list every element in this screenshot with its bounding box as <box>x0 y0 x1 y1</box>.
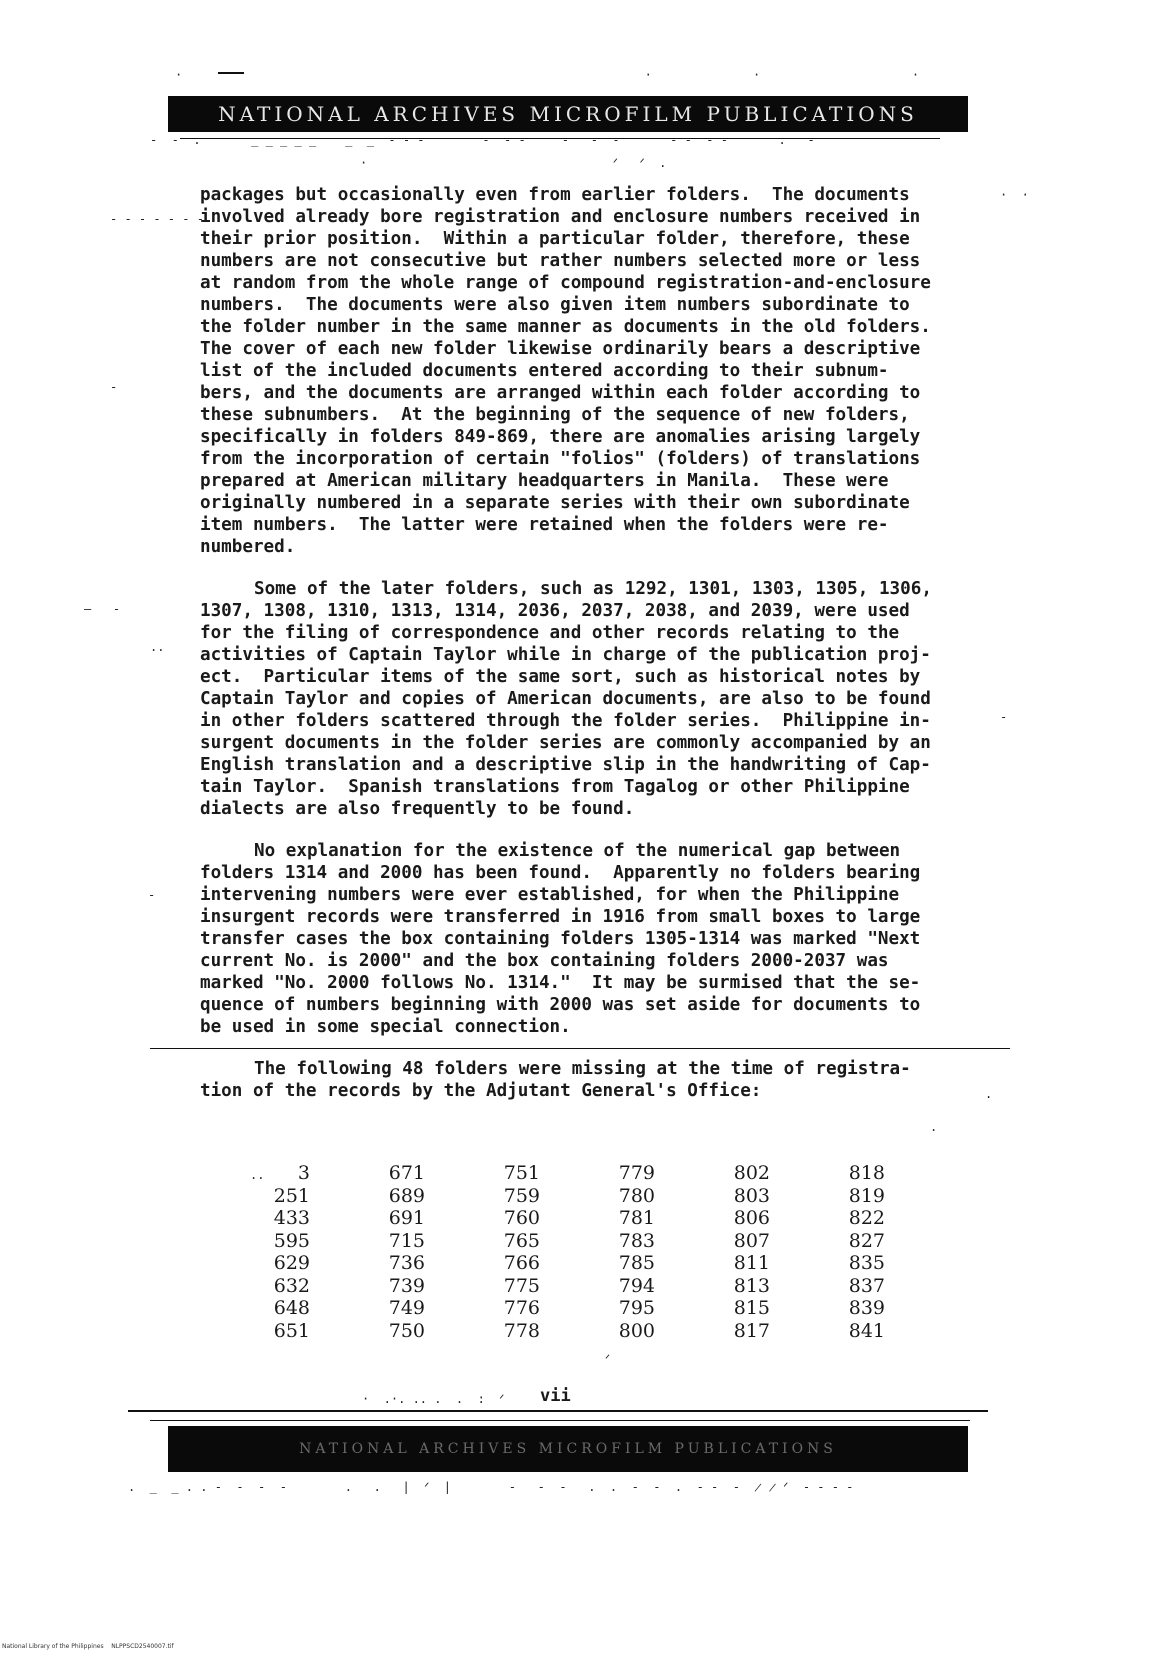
folder-number: 841 <box>848 1319 885 1342</box>
text-line: involved already bore registration and enclosure numbers received in <box>200 207 921 227</box>
folder-column-5 <box>722 1162 837 1342</box>
folder-number: 839 <box>848 1297 885 1319</box>
bottom-rule-2 <box>150 1420 970 1421</box>
folder-number: 827 <box>848 1229 885 1252</box>
speckle-right-margin: · · <box>1000 188 1029 202</box>
text-line: Captain Taylor and copies of American documents, are also to be found <box>200 689 931 709</box>
text-line: bers, and the documents are arranged within each folder according to <box>200 383 921 403</box>
text-line: at random from the whole range of compound registration-and-enclosure <box>200 273 931 293</box>
text-line: dialects are also frequently to be found. <box>200 799 635 819</box>
folder-number: 794 <box>618 1274 655 1297</box>
text-line: originally numbered in a separate series with their own subordinate <box>200 493 910 513</box>
text-line: numbered. <box>200 537 296 557</box>
speckle-left-3: — - <box>84 602 121 616</box>
text-line: No explanation for the existence of the numerical gap between <box>254 841 901 861</box>
folder-number: 632 <box>273 1274 310 1297</box>
folder-column-6 <box>837 1162 952 1342</box>
folder-number: 739 <box>388 1274 425 1297</box>
paragraph-4 <box>200 1058 993 1102</box>
text-line: numbers. The documents were also given item numbers subordinate to <box>200 295 910 315</box>
paragraph-2 <box>200 578 990 820</box>
folder-number: 759 <box>503 1184 540 1207</box>
folder-number: 802 <box>733 1162 770 1184</box>
folder-column-3 <box>492 1162 607 1342</box>
folder-number: 803 <box>733 1184 770 1207</box>
folder-number: 433 <box>273 1207 310 1229</box>
microfilm-banner-bottom <box>168 1426 968 1472</box>
speckle-page-num-left: · .·. .. . . : ᐟ <box>362 1392 505 1406</box>
folder-number: 3 <box>297 1162 310 1184</box>
speckle-under-banner: - - . _ _ _ _ _ _ _ - - - - - - - - - - - - - . - <box>150 133 815 147</box>
text-line: tion of the records by the Adjutant General's Office: <box>200 1081 762 1101</box>
folder-number: 817 <box>733 1319 770 1342</box>
folder-number: 807 <box>733 1229 770 1252</box>
folder-number: 736 <box>388 1252 425 1274</box>
folder-number: 760 <box>503 1207 540 1229</box>
text-line: quence of numbers beginning with 2000 was set aside for documents to <box>200 995 921 1015</box>
speckle-top: · · · · <box>175 68 920 82</box>
folder-number: 818 <box>848 1162 885 1184</box>
folder-number: 765 <box>503 1229 540 1252</box>
text-line: The following 48 folders were missing at the time of registra- <box>254 1059 911 1079</box>
text-line: intervening numbers were ever established, for when the Philippine <box>200 885 900 905</box>
text-line: 1307, 1308, 1310, 1313, 1314, 2036, 2037, 2038, and 2039, were used <box>200 601 910 621</box>
bottom-rule-1 <box>128 1410 988 1412</box>
body-text <box>200 184 993 1122</box>
text-line: their prior position. Within a particular folder, therefore, these <box>200 229 910 249</box>
folder-number: 811 <box>733 1252 770 1274</box>
text-line: the folder number in the same manner as documents in the old folders. <box>200 317 931 337</box>
folder-number: 815 <box>733 1297 770 1319</box>
speckle-table-left: .. <box>250 1168 265 1182</box>
text-line: numbers are not consecutive but rather numbers selected more or less <box>200 251 921 271</box>
text-line: insurgent records were transferred in 1916 from small boxes to large <box>200 907 921 927</box>
missing-folders-table <box>262 1162 952 1342</box>
text-line: specifically in folders 849-869, there are anomalies arising largely <box>200 427 921 447</box>
text-line: tain Taylor. Spanish translations from Tagalog or other Philippine <box>200 777 910 797</box>
speckle-right-3: . <box>985 1087 993 1101</box>
folder-number: 691 <box>388 1207 425 1229</box>
text-line: ect. Particular items of the same sort, such as historical notes by <box>200 667 921 687</box>
text-line: list of the included documents entered according to their subnum- <box>200 361 889 381</box>
folder-number: 783 <box>618 1229 655 1252</box>
folder-number: 781 <box>618 1207 655 1229</box>
folder-number: 835 <box>848 1252 885 1274</box>
text-line: in other folders scattered through the folder series. Philippine in- <box>200 711 931 731</box>
folder-number: 651 <box>273 1319 310 1342</box>
folder-number: 779 <box>618 1162 655 1184</box>
paragraph-1 <box>200 184 990 558</box>
speckle-left-margin: - - - - - - - <box>110 212 204 226</box>
text-line: item numbers. The latter were retained when the folders were re- <box>200 515 889 535</box>
speckle-bottom: . _ _ . . - - - - . . | ᐟ | - - - . . - - . - - - ̷ ̷ ᐟ - - - - <box>128 1480 854 1494</box>
text-line: folders 1314 and 2000 has been found. Apparently no folders bearing <box>200 863 921 883</box>
text-line: English translation and a descriptive slip in the handwriting of Cap- <box>200 755 931 775</box>
text-line: marked "No. 2000 follows No. 1314." It may be surmised that the se- <box>200 973 921 993</box>
text-line: activities of Captain Taylor while in charge of the publication proj- <box>200 645 931 665</box>
speckle-left-2: - <box>110 380 118 394</box>
text-line: prepared at American military headquarters in Manila. These were <box>200 471 889 491</box>
text-line: The cover of each new folder likewise ordinarily bears a descriptive <box>200 339 921 359</box>
folder-number: 813 <box>733 1274 770 1297</box>
folder-number: 837 <box>848 1274 885 1297</box>
banner-text-top: NATIONAL ARCHIVES MICROFILM PUBLICATIONS <box>218 102 918 126</box>
folder-number: 775 <box>503 1274 540 1297</box>
text-line: transfer cases the box containing folders 1305-1314 was marked "Next <box>200 929 921 949</box>
banner-text-bottom: NATIONAL ARCHIVES MICROFILM PUBLICATIONS <box>299 1441 837 1457</box>
text-line: from the incorporation of certain "folios" (folders) of translations <box>200 449 921 469</box>
folder-number: 776 <box>503 1297 540 1319</box>
microfilm-banner-top <box>168 96 968 132</box>
folder-number: 766 <box>503 1252 540 1274</box>
scan-caption: National Library of the Philippines NLPPSCD2540007.tif <box>2 1643 174 1650</box>
text-line: these subnumbers. At the beginning of the sequence of new folders, <box>200 405 910 425</box>
folder-number: 251 <box>273 1184 310 1207</box>
speckle-under-banner-2: · ᐟ ᐟ . <box>360 156 667 170</box>
folder-number: 800 <box>618 1319 655 1342</box>
text-line: current No. is 2000" and the box containing folders 2000-2037 was <box>200 951 889 971</box>
folder-number: 595 <box>273 1229 310 1252</box>
folder-number: 749 <box>388 1297 425 1319</box>
folder-number: 819 <box>848 1184 885 1207</box>
paragraph-3 <box>200 840 990 1038</box>
page-number: vii <box>540 1386 571 1406</box>
folder-number: 671 <box>388 1162 425 1184</box>
folder-number: 785 <box>618 1252 655 1274</box>
text-line: be used in some special connection. <box>200 1017 571 1037</box>
speckle-table-bottom: ᐟ <box>605 1352 611 1366</box>
speckle-left-4: .. <box>150 640 165 654</box>
folder-number: 778 <box>503 1319 540 1342</box>
folder-column-1 <box>262 1162 377 1342</box>
text-line: packages but occasionally even from earlier folders. The documents <box>200 185 910 205</box>
folder-column-4 <box>607 1162 722 1342</box>
folder-column-2 <box>377 1162 492 1342</box>
speckle-right-2: - <box>1000 710 1008 724</box>
folder-number: 689 <box>388 1184 425 1207</box>
folder-number: 629 <box>273 1252 310 1274</box>
text-line: surgent documents in the folder series are commonly accompanied by an <box>200 733 931 753</box>
speckle-left-5: - <box>148 888 156 902</box>
folder-number: 648 <box>273 1297 310 1319</box>
folder-number: 780 <box>618 1184 655 1207</box>
folder-number: 795 <box>618 1297 655 1319</box>
folder-number: 715 <box>388 1229 425 1252</box>
speckle-right-4: . <box>930 1120 938 1134</box>
text-line: for the filing of correspondence and other records relating to the <box>200 623 900 643</box>
folder-number: 806 <box>733 1207 770 1229</box>
folder-number: 822 <box>848 1207 885 1229</box>
folder-number: 750 <box>388 1319 425 1342</box>
text-line: Some of the later folders, such as 1292, 1301, 1303, 1305, 1306, <box>254 579 932 599</box>
folder-number: 751 <box>503 1162 540 1184</box>
